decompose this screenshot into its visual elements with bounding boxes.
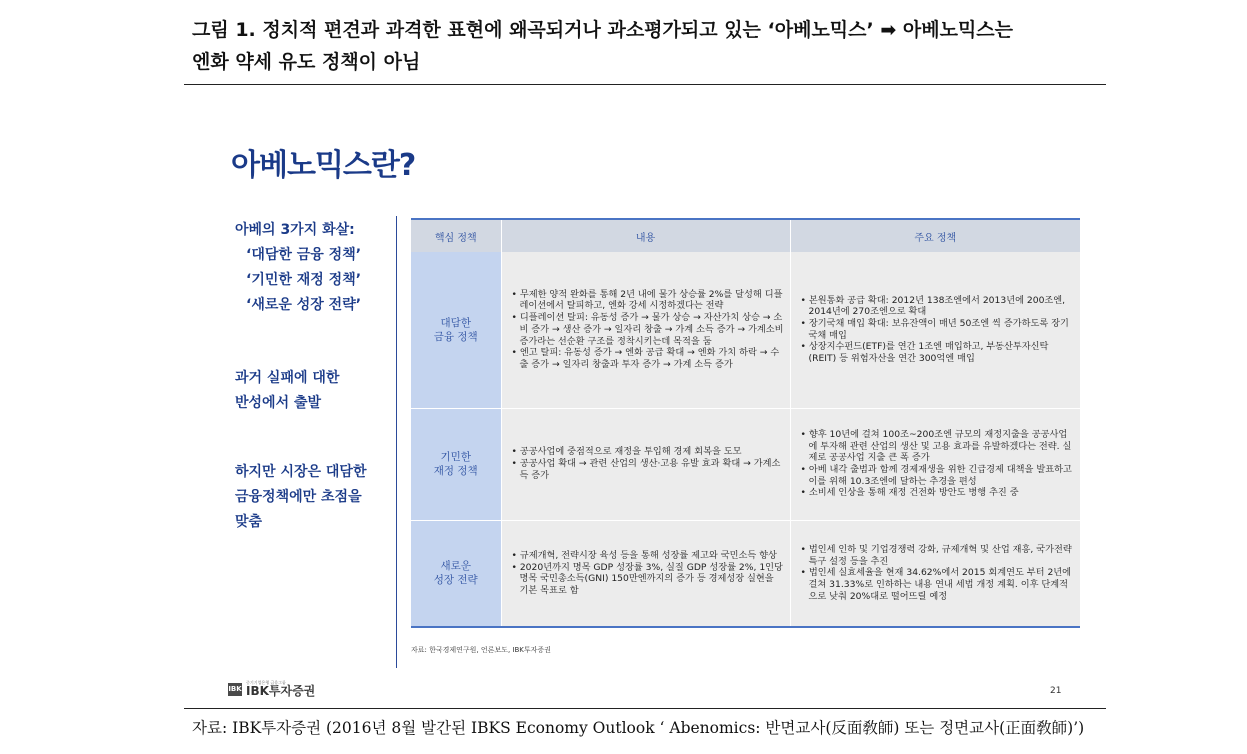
ibk-logo [228,678,315,700]
market-focus-line3: 맞춤 [235,514,263,530]
table-row [411,408,1080,520]
title-divider [184,84,1106,85]
slide-heading: 아베노믹스란? [231,148,416,183]
figure-source: 자료: IBK투자증권 (2016년 8월 발간된 IBKS Economy Outlook ‘ Abenomics: 반면교사(反面敎師) 또는 정면교사(正面敎師)’) [192,719,1085,737]
figure-title [192,14,1107,78]
logo-name: IBK투자증권 [246,684,316,698]
policy-item: • 장기국채 매입 확대: 보유잔액이 매년 50조엔 씩 증가하도록 장기국채 매입 [800,318,1069,341]
content-item: • 규제개혁, 전략시장 육성 등을 통해 성장률 제고와 국민소득 향상 [511,549,777,561]
figure-title-line2: 엔화 약세 유도 정책이 아님 [192,51,421,73]
reflection-block [235,366,339,416]
content-item: • 무제한 양적 완화를 통해 2년 내에 물가 상승률 2%를 달성해 디플레이션에서 탈피하고, 엔화 강세 시정하겠다는 전략 [511,288,783,312]
bottom-divider [184,708,1106,709]
row-category: 기민한 재정 정책 [411,408,501,520]
row-content [501,408,790,520]
three-arrows-block [235,218,361,318]
figure-title-line1: 그림 1. 정치적 편견과 과격한 표현에 왜곡되거나 과소평가되고 있는 ‘아베노믹스’ ➡ 아베노믹스는 [192,19,1014,41]
row-content [501,520,790,627]
header-content: 내용 [501,219,790,252]
table-source-note: 자료: 한국경제연구원, 언론보도, IBK투자증권 [411,646,551,654]
content-item: • 엔고 탈피: 유동성 증가 → 엔화 공급 확대 → 엔화 가치 하락 → 수출 증가 → 일자리 창출과 투자 증가 → 가계 소득 증가 [511,347,780,370]
row-policy [790,408,1080,520]
content-item: • 2020년까지 명목 GDP 성장률 3%, 실질 GDP 성장률 2%, 1인당 명목 국민총소득(GNI) 150만엔까지의 증가 등 경제성장 실현을 기본 목표로 함 [511,561,783,596]
policy-item: • 상장지수펀드(ETF)를 연간 1조엔 매입하고, 부동산투자신탁(REIT) 등 위험자산을 연간 300억엔 매입 [800,341,1049,365]
market-focus-block [235,460,366,535]
header-main-policy: 주요 정책 [790,219,1080,252]
content-item: • 공공사업 확대 → 관련 산업의 생산·고용 유발 효과 확대 → 가계소득 증가 [511,458,781,481]
content-item: • 디플레이션 탈피: 유동성 증가 → 물가 상승 → 자산가치 상승 → 소비 증가 → 생산 증가 → 일자리 창출 → 가계 소득 증가 → 가계소비 증가라는 선순환 구조를 정착시키는데 목적을 둠 [511,312,784,347]
table-row [411,252,1080,408]
three-arrows-line2: ‘대담한 금융 정책’ [246,247,362,263]
policy-item: • 아베 내각 출범과 함께 경제재생을 위한 긴급경제 대책을 발표하고 이를 위해 10.3조엔에 달하는 추경을 편성 [800,464,1072,487]
reflection-line1: 과거 실패에 대한 [235,370,340,386]
logo-subtext: 중기기업은행 금융그룹 [246,680,286,685]
content-item: • 공공사업에 중점적으로 재정을 투입해 경제 회복을 도모 [511,446,742,458]
reflection-line2: 반성에서 출발 [235,395,322,411]
policy-item: • 법인세 실효세율을 현재 34.62%에서 2015 회계연도 부터 2년에 걸쳐 31.33%로 인하하는 내용 연내 세법 개정 계획. 이후 단계적으로 낮춰 20%대로 떨어뜨릴 예정 [800,567,1072,602]
three-arrows-line1: 아베의 3가지 화살: [235,222,355,238]
row-content [501,252,790,408]
market-focus-line2: 금융정책에만 초점을 [235,489,362,505]
policy-item: • 향후 10년에 걸쳐 100조~200조엔 규모의 재정지출을 공공사업에 투자해 관련 산업의 생산 및 고용 효과를 유발하겠다는 전략. 실제로 공공사업 지출 큰 폭 증가 [800,428,1072,464]
policy-item: • 법인세 인하 및 기업경쟁력 강화, 규제개혁 및 산업 재흥, 국가전략특구 설정 등을 추진 [800,543,1072,567]
policy-table [411,218,1080,628]
three-arrows-line4: ‘새로운 성장 전략’ [246,297,362,313]
row-category: 새로운 성장 전략 [411,520,501,627]
table-header-row [411,219,1080,252]
row-policy [790,252,1080,408]
policy-item: • 소비세 인상을 통해 재정 건전화 방안도 병행 추진 중 [800,487,1019,499]
policy-item: • 본원통화 공급 확대: 2012년 138조엔에서 2013년에 200조엔, 2014년에 270조엔으로 확대 [800,294,1066,318]
vertical-divider [396,216,397,668]
row-policy [790,520,1080,627]
page-number: 21 [1050,686,1062,696]
three-arrows-line3: ‘기민한 재정 정책’ [246,272,362,288]
ibk-logo-icon: IBK [228,683,242,696]
market-focus-line1: 하지만 시장은 대담한 [235,464,367,480]
table-row [411,520,1080,627]
header-core-policy: 핵심 정책 [411,219,501,252]
row-category: 대담한 금융 정책 [411,252,501,408]
